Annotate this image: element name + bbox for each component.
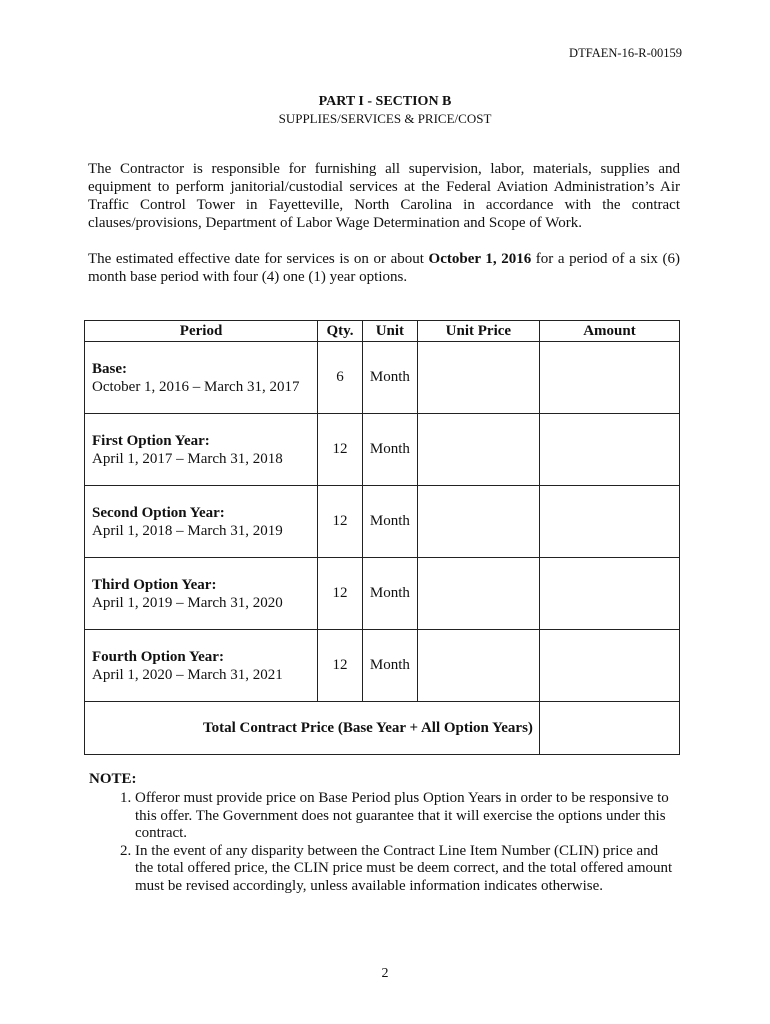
period-name: Base:: [92, 360, 127, 377]
table-header-row: [85, 321, 680, 342]
header-qty: Qty.: [318, 321, 363, 342]
effective-date-text-before: The estimated effective date for services is on or about: [88, 251, 429, 267]
qty-cell: 12: [318, 558, 363, 630]
scope-paragraph: The Contractor is responsible for furnishing all supervision, labor, materials, supplies and equipment to perform janitorial/custodial services at the Federal Aviation Administration’s Air Traffic Control Tower in Fayetteville, North Carolina in accordance with the contract clauses/provisions, Department of Labor Wage Determination and Scope of Work.: [88, 161, 680, 231]
total-amount-cell[interactable]: [539, 702, 679, 755]
period-name: Second Option Year:: [92, 504, 225, 521]
qty-cell: 12: [318, 630, 363, 702]
period-range: April 1, 2020 – March 31, 2021: [92, 666, 283, 683]
page-number: 2: [381, 966, 389, 981]
effective-date-paragraph: [88, 250, 680, 286]
unit-cell: Month: [362, 486, 417, 558]
unit-price-cell[interactable]: [417, 342, 539, 414]
amount-cell[interactable]: [539, 486, 679, 558]
amount-cell[interactable]: [539, 558, 679, 630]
period-cell: [85, 558, 318, 630]
unit-cell: Month: [362, 558, 417, 630]
unit-price-cell[interactable]: [417, 558, 539, 630]
header-amount: Amount: [539, 321, 679, 342]
section-subtitle: SUPPLIES/SERVICES & PRICE/COST: [278, 111, 492, 126]
period-name: Fourth Option Year:: [92, 648, 224, 665]
amount-cell[interactable]: [539, 414, 679, 486]
period-cell: [85, 630, 318, 702]
period-cell: [85, 414, 318, 486]
table-row: [85, 486, 680, 558]
effective-date-text-after: for a period of a six (6) month base period with four (4) one (1) year options.: [88, 251, 680, 285]
unit-price-cell[interactable]: [417, 630, 539, 702]
header-unit-price: Unit Price: [417, 321, 539, 342]
total-row: [85, 702, 680, 755]
table-row: [85, 342, 680, 414]
period-cell: [85, 486, 318, 558]
section-title: PART I - SECTION B: [318, 94, 452, 109]
note-item: 2. In the event of any disparity between the Contract Line Item Number (CLIN) price and the total offered price, the CLIN price must be deem correct, and the total offered amount must be revised accordingly, unless available information indicates otherwise.: [135, 843, 680, 896]
unit-cell: Month: [362, 342, 417, 414]
header-period: Period: [85, 321, 318, 342]
period-range: October 1, 2016 – March 31, 2017: [92, 378, 300, 395]
period-range: April 1, 2017 – March 31, 2018: [92, 450, 283, 467]
amount-cell[interactable]: [539, 342, 679, 414]
period-name: First Option Year:: [92, 432, 210, 449]
unit-cell: Month: [362, 630, 417, 702]
period-cell: [85, 342, 318, 414]
qty-cell: 6: [318, 342, 363, 414]
unit-cell: Month: [362, 414, 417, 486]
note-item: 1. Offeror must provide price on Base Period plus Option Years in order to be responsive to this offer. The Government does not guarantee that it will exercise the options under this contract.: [135, 790, 680, 843]
qty-cell: 12: [318, 486, 363, 558]
price-table: [84, 320, 680, 755]
amount-cell[interactable]: [539, 630, 679, 702]
header-unit: Unit: [362, 321, 417, 342]
document-id: DTFAEN-16-R-00159: [569, 46, 682, 60]
table-row: [85, 558, 680, 630]
effective-date: October 1, 2016: [428, 251, 532, 267]
table-row: [85, 630, 680, 702]
note-title: NOTE:: [89, 771, 137, 787]
total-contract-price-label: Total Contract Price (Base Year + All Option Years): [85, 702, 540, 755]
table-row: [85, 414, 680, 486]
period-range: April 1, 2018 – March 31, 2019: [92, 522, 283, 539]
unit-price-cell[interactable]: [417, 414, 539, 486]
unit-price-cell[interactable]: [417, 486, 539, 558]
qty-cell: 12: [318, 414, 363, 486]
notes-list: [88, 790, 680, 895]
period-range: April 1, 2019 – March 31, 2020: [92, 594, 283, 611]
period-name: Third Option Year:: [92, 576, 217, 593]
